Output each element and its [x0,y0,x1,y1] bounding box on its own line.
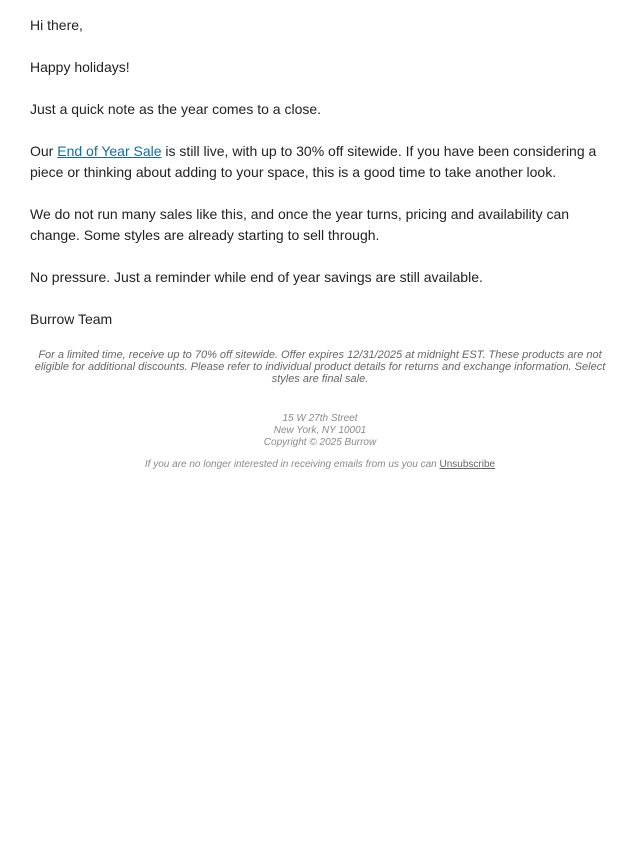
end-of-year-sale-link[interactable]: End of Year Sale [57,143,162,159]
signoff-text: Burrow Team [30,311,113,327]
reminder-text: No pressure. Just a reminder while end of year savings are still available. [30,269,483,285]
footer-address [0,413,640,449]
footer-disclaimer: For a limited time, receive up to 70% off sitewide. Offer expires 12/31/2025 at midnight EST. These products are not eligible for additional discounts. Please refer to individual product details for returns and exchange information. Select styles are final sale. [34,349,606,385]
sale-paragraph [30,141,610,183]
copyright-text: Copyright © 2025 Burrow [263,437,377,448]
address-street: 15 W 27th Street [282,413,358,424]
holidays-text: Happy holidays! [30,59,130,75]
note-text: Just a quick note as the year comes to a close. [30,101,322,117]
greeting-text: Hi there, [30,17,83,33]
availability-text: We do not run many sales like this, and once the year turns, pricing and availability can change. Some styles are already starting to sell through. [30,206,570,243]
unsubscribe-prefix: If you are no longer interested in receiving emails from us you can [144,459,440,470]
address-city: New York, NY 10001 [273,425,367,436]
unsubscribe-line [0,459,640,471]
sale-prefix: Our [30,143,58,159]
sale-suffix: is still live, with up to 30% off sitewide. If you have been considering a piece or thinking about adding to your space, this is a good time to take another look. [30,143,597,180]
unsubscribe-link[interactable]: Unsubscribe [439,459,496,470]
